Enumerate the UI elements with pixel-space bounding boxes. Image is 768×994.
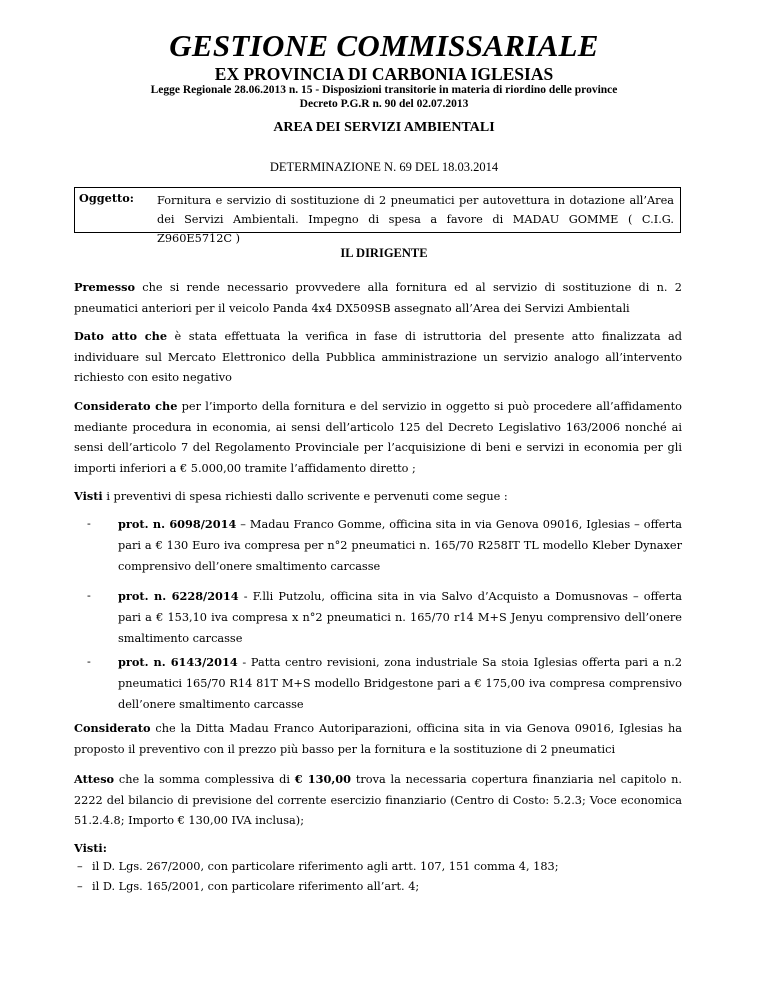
paragraph-lead: Considerato	[74, 721, 151, 735]
paragraph-text: è stata effettuata la verifica in fase di istruttoria del presente atto finalizzata ad individuare sul Mercato Elettronico della Pubblica amministrazione un servizio analogo all’intervento richiesto con esito negativo	[74, 330, 682, 384]
paragraph-lead: Dato atto che	[74, 329, 168, 343]
list-bullet: –	[77, 880, 83, 893]
paragraph-text: che la Ditta Madau Franco Autoriparazioni, officina sita in via Genova 09016, Iglesias ha proposto il preventivo con il prezzo più basso per la fornitura e la sostituzione di 2 pneumatici	[74, 722, 682, 756]
document-title: GESTIONE COMMISSARIALE	[169, 28, 599, 63]
paragraph-lead: Visti	[74, 489, 103, 503]
paragraph-lead: Premesso	[74, 280, 136, 294]
paragraph-visti-heading	[74, 838, 682, 860]
section-heading: IL DIRIGENTE	[340, 246, 428, 260]
paragraph-lead: Atteso	[74, 772, 115, 786]
visti-item: il D. Lgs. 267/2000, con particolare riferimento agli artt. 107, 151 comma 4, 183;	[92, 860, 559, 873]
offer-text: - Patta centro revisioni, zona industriale Sa stoia Iglesias offerta pari a n.2 pneumatici 165/70 R14 81T M+S modello Bridgestone pari a € 175,00 iva compresa comprensivo dell’onere smaltimento carcasse	[118, 656, 683, 711]
paragraph-text: per l’importo della fornitura e del servizio in oggetto si può procedere all’affidamento mediante procedura in economia, ai sensi dell’articolo 125 del Decreto Legislativo 163/2006 nonché ai sensi dell’articolo 7 del Regolamento Provinciale per l’acquisizione di beni e servizi in economia per gli importi inferiori a € 5.000,00 tramite l’affidamento diretto ;	[74, 400, 682, 475]
document-subtitle: EX PROVINCIA DI CARBONIA IGLESIAS	[214, 64, 554, 84]
offer-item	[118, 586, 682, 649]
list-bullet: -	[87, 517, 91, 530]
offer-ref: prot. n. 6228/2014	[118, 589, 239, 603]
offer-item	[118, 652, 682, 715]
paragraph-text: che si rende necessario provvedere alla fornitura ed al servizio di sostituzione di n. 2 pneumatici anteriori per il veicolo Panda 4x4 DX509SB assegnato all’Area dei Servizi Ambientali	[74, 281, 682, 315]
decree-reference: Decreto P.G.R n. 90 del 02.07.2013	[299, 98, 469, 110]
paragraph-atteso	[74, 769, 682, 832]
visti-item: il D. Lgs. 165/2001, con particolare riferimento all’art. 4;	[92, 880, 420, 893]
list-bullet: -	[87, 589, 91, 602]
paragraph-lead: Considerato che	[74, 399, 178, 413]
subject-label: Oggetto:	[79, 191, 134, 205]
offer-item	[118, 514, 682, 577]
area-heading: AREA DEI SERVIZI AMBIENTALI	[273, 120, 495, 135]
offer-text: – Madau Franco Gomme, officina sita in via Genova 09016, Iglesias – offerta pari a € 130 Euro iva compresa per n°2 pneumatici n. 165/70 R258IT TL modello Kleber Dynaxer comprensivo dell’onere smaltimento carcasse	[118, 518, 682, 573]
paragraph-text: i preventivi di spesa richiesti dallo scrivente e pervenuti come segue :	[102, 490, 508, 503]
list-bullet: -	[87, 655, 91, 668]
paragraph-text: che la somma complessiva di	[114, 773, 295, 786]
offer-text: - F.lli Putzolu, officina sita in via Salvo d’Acquisto a Domusnovas – offerta pari a € 153,10 iva compresa x n°2 pneumatici n. 165/70 r14 M+S Jenyu comprensivo dell’onere smaltimento carcasse	[118, 590, 682, 645]
subject-text: Fornitura e servizio di sostituzione di 2 pneumatici per autovettura in dotazione all’Area dei Servizi Ambientali. Impegno di spesa a favore di MADAU GOMME ( C.I.G. Z960E5712C )	[157, 194, 674, 245]
determination-number: DETERMINAZIONE N. 69 DEL 18.03.2014	[269, 160, 499, 174]
offer-ref: prot. n. 6098/2014	[118, 517, 237, 531]
paragraph-considerato	[74, 718, 682, 760]
paragraph-visti-preventivi	[74, 486, 682, 508]
list-bullet: –	[77, 860, 83, 873]
law-reference: Legge Regionale 28.06.2013 n. 15 - Disposizioni transitorie in materia di riordino delle province	[150, 84, 618, 96]
paragraph-text: trova la necessaria copertura finanziaria nel capitolo n. 2222 del bilancio di previsione del corrente esercizio finanziario (Centro di Costo: 5.2.3; Voce economica 51.2.4.8; Importo € 130,00 IVA inclusa);	[74, 773, 683, 827]
paragraph-considerato-che	[74, 396, 682, 479]
paragraph-dato-atto	[74, 326, 682, 389]
amount-value: € 130,00	[294, 772, 352, 786]
paragraph-premesso	[74, 277, 682, 319]
paragraph-lead: Visti:	[74, 841, 107, 855]
offer-ref: prot. n. 6143/2014	[118, 655, 238, 669]
subject-box	[74, 187, 681, 245]
